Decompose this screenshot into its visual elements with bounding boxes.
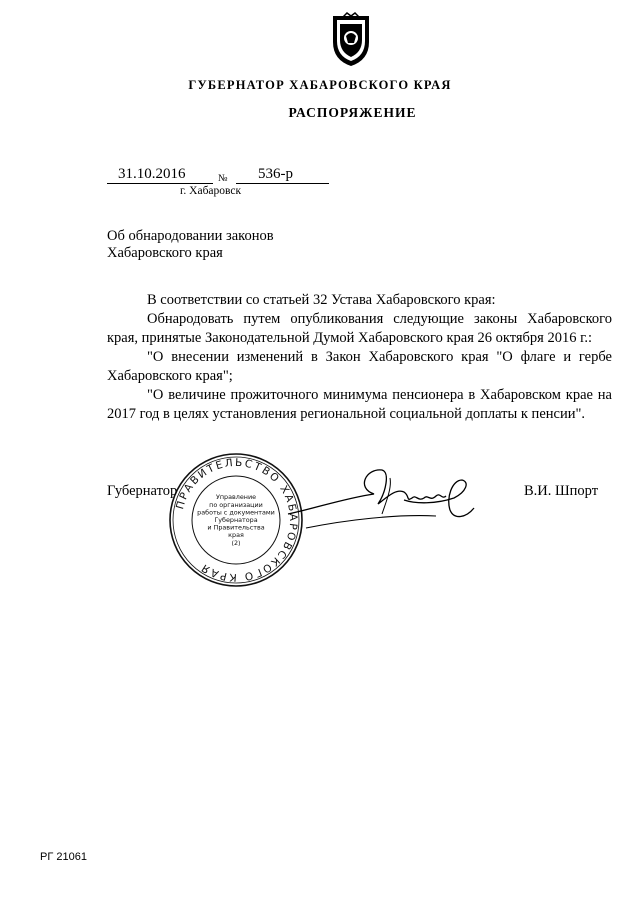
document-number: 536-р (258, 166, 293, 182)
body-paragraph-1: В соответствии со статьей 32 Устава Хабаровского края: (147, 292, 496, 308)
body-paragraph-2: Обнародовать путем опубликования следующие законы Хабаровского края, принятые Законодательной Думой Хабаровского края 26 октября 2016 г.: (107, 311, 612, 346)
subject-line-1: Об обнародовании законов (107, 228, 274, 244)
date-underline (107, 183, 213, 184)
svg-text:и Правительства: и Правительства (207, 523, 265, 532)
document-type-title: РАСПОРЯЖЕНИЕ (288, 105, 417, 120)
body-paragraph-3: "О внесении изменений в Закон Хабаровского края "О флаге и гербе Хабаровского края"; (107, 349, 612, 384)
document-body (107, 291, 612, 424)
svg-text:края: края (228, 531, 244, 540)
issuing-authority: ГУБЕРНАТОР ХАБАРОВСКОГО КРАЯ (188, 78, 452, 92)
signatory-name: В.И. Шпорт (524, 483, 599, 499)
handwritten-signature (286, 458, 476, 534)
svg-text:(2): (2) (231, 538, 241, 547)
svg-text:Управление: Управление (215, 493, 257, 502)
svg-text:работы с документами: работы с документами (197, 508, 275, 517)
svg-text:ПРАВИТЕЛЬСТВО ХАБАРОВСКОГО КРА: ПРАВИТЕЛЬСТВО ХАБАРОВСКОГО КРАЯ (174, 456, 300, 584)
issue-city: г. Хабаровск (180, 185, 242, 197)
document-subject (107, 228, 407, 262)
footer-registration-code: РГ 21061 (40, 851, 87, 863)
document-date: 31.10.2016 (118, 166, 186, 182)
number-sign: № (218, 173, 228, 184)
svg-text:по организации: по организации (209, 500, 263, 509)
official-round-stamp (168, 452, 304, 588)
number-underline (236, 183, 329, 184)
body-paragraph-4: "О величине прожиточного минимума пенсионера в Хабаровском крае на 2017 год в целях установления региональной социальной доплаты к пенсии". (107, 387, 612, 422)
coat-of-arms-emblem (329, 12, 373, 68)
svg-text:Губернатора: Губернатора (214, 516, 258, 524)
subject-line-2: Хабаровского края (107, 245, 223, 261)
signatory-title: Губернатор (107, 483, 178, 499)
